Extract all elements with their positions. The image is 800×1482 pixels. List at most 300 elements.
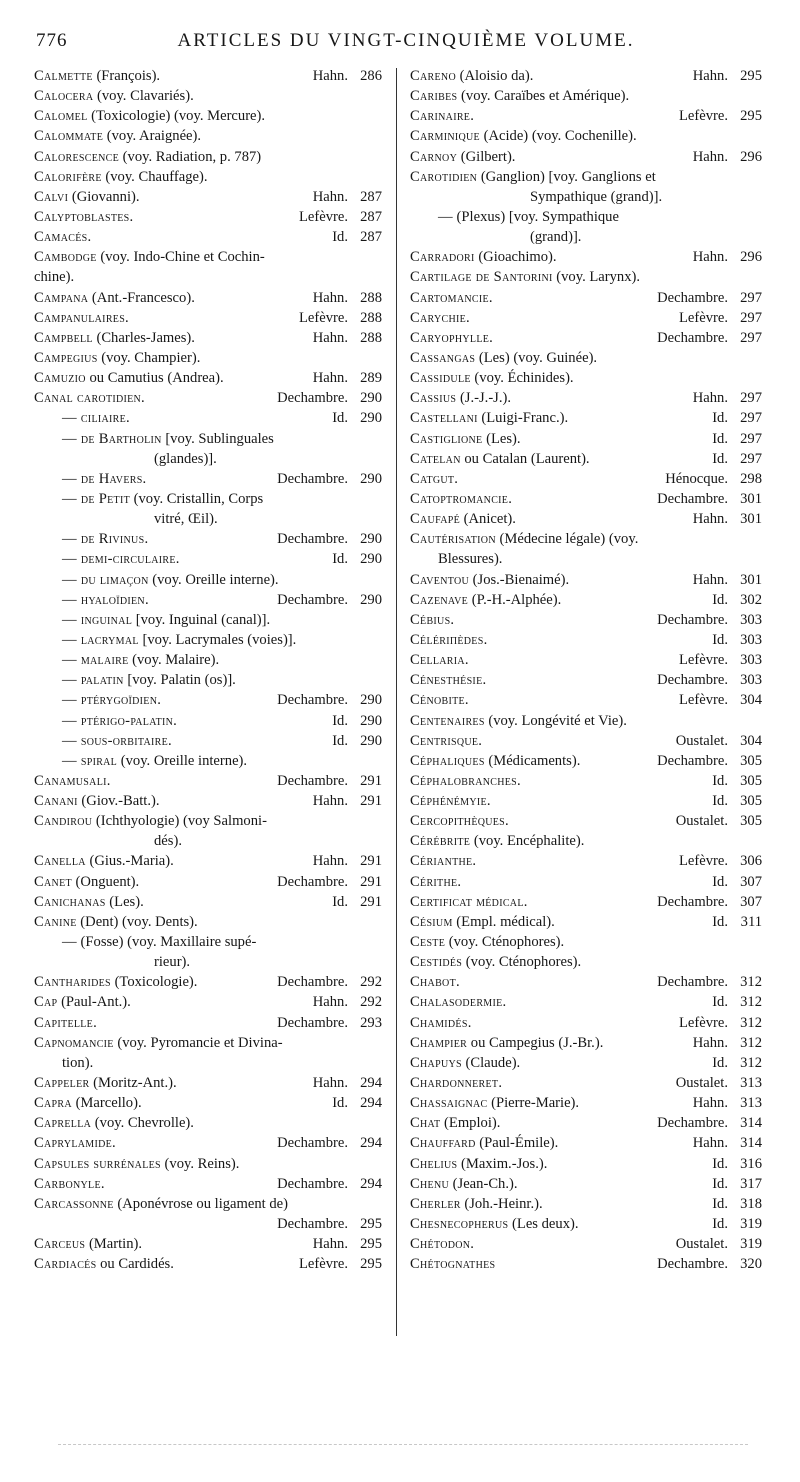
entry-description: (Ganglion) [voy. Ganglions et xyxy=(477,168,656,185)
entry-author: Lefèvre. xyxy=(298,1256,348,1273)
entry-author: Hahn. xyxy=(692,1095,728,1112)
entry-description: (Marcello). xyxy=(71,1095,142,1112)
entry-author: Dechambre. xyxy=(657,289,728,306)
entry-author: Oustalet. xyxy=(675,732,728,749)
entry-headword: — sous-orbitaire. xyxy=(62,732,172,749)
entry-headword: Cellaria. xyxy=(410,652,469,669)
entry-text xyxy=(410,388,687,408)
entry-headword: Camacés. xyxy=(34,229,92,246)
index-entry xyxy=(410,831,762,851)
entry-text xyxy=(410,247,687,267)
entry-headword: Centrisque. xyxy=(410,732,483,749)
index-entry xyxy=(34,1013,382,1033)
entry-headword: Camuzio xyxy=(34,370,86,387)
entry-page-number: 301 xyxy=(740,571,762,588)
entry-headword: Champier xyxy=(410,1034,468,1051)
entry-headword: Canet xyxy=(34,873,72,890)
entry-author: Id. xyxy=(712,1175,728,1192)
entry-text xyxy=(34,368,307,388)
entry-description: (Fosse) (voy. Maxillaire supé- xyxy=(76,934,257,951)
entry-text xyxy=(410,267,762,287)
entry-page-number: 317 xyxy=(740,1175,762,1192)
entry-description: (voy. Cristallin, Corps xyxy=(130,490,264,507)
entry-page-number: 294 xyxy=(360,1175,382,1192)
entry-headword: Carinaire. xyxy=(410,108,475,125)
entry-headword: Céphaliques xyxy=(410,752,485,769)
entry-author: Dechambre. xyxy=(277,974,348,991)
entry-text xyxy=(410,66,687,86)
index-entry xyxy=(34,711,382,731)
entry-headword: — de Havers. xyxy=(62,470,147,487)
entry-text xyxy=(34,106,382,126)
entry-text xyxy=(410,1093,687,1113)
entry-author: Dechambre. xyxy=(657,1115,728,1132)
entry-text xyxy=(410,972,651,992)
entry-description: (Aponévrose ou ligament de) xyxy=(113,1195,288,1212)
entry-description: (voy. Reins). xyxy=(160,1155,240,1172)
index-entry xyxy=(410,670,762,690)
entry-page-number: 294 xyxy=(360,1075,382,1092)
entry-headword: — spiral xyxy=(62,752,118,769)
index-entry xyxy=(34,972,382,992)
index-entry xyxy=(410,509,762,529)
entry-text xyxy=(34,892,326,912)
index-entry xyxy=(34,247,382,267)
entry-author: Id. xyxy=(712,410,728,427)
page-number: 776 xyxy=(36,30,68,51)
entry-text xyxy=(34,469,271,489)
index-entry xyxy=(34,650,382,670)
entry-description: (voy. Cténophores). xyxy=(445,934,565,951)
index-entry xyxy=(34,1174,382,1194)
entry-page-number: 289 xyxy=(360,370,382,387)
entry-text xyxy=(34,207,293,227)
entry-text xyxy=(410,570,687,590)
entry-text xyxy=(410,449,706,469)
entry-headword: Carceus xyxy=(34,1236,86,1253)
entry-text xyxy=(34,147,382,167)
entry-text xyxy=(34,408,326,428)
entry-text xyxy=(34,912,382,932)
entry-text xyxy=(410,711,762,731)
entry-text xyxy=(34,811,382,831)
entry-author: Hahn. xyxy=(312,1075,348,1092)
index-entry xyxy=(410,811,762,831)
entry-text xyxy=(410,831,762,851)
entry-description: (Ant.-Francesco). xyxy=(88,289,195,306)
entry-description: (voy. Échinides). xyxy=(470,370,574,387)
index-entry xyxy=(34,1073,382,1093)
index-entry xyxy=(410,288,762,308)
index-entry xyxy=(410,207,762,227)
entry-description: (Emploi). xyxy=(440,1115,501,1132)
index-entry xyxy=(410,872,762,892)
index-entry xyxy=(410,791,762,811)
entry-page-number: 311 xyxy=(740,913,762,930)
index-entry xyxy=(410,348,762,368)
entry-description: (voy. Oreille interne). xyxy=(117,752,248,769)
index-entry xyxy=(34,328,382,348)
entry-description: (Aloisio da). xyxy=(455,68,534,84)
entry-text xyxy=(410,529,762,549)
entry-text xyxy=(34,549,326,569)
entry-text xyxy=(34,771,271,791)
entry-headword: Calorescence xyxy=(34,148,120,165)
entry-author: Id. xyxy=(712,1155,728,1172)
index-entry xyxy=(34,690,382,710)
index-entry xyxy=(410,1113,762,1133)
entry-headword: Cénesthésie. xyxy=(410,672,487,689)
entry-author: Dechambre. xyxy=(657,329,728,346)
entry-page-number: 312 xyxy=(740,974,762,991)
entry-page-number: 312 xyxy=(740,1014,762,1031)
entry-headword: Calorifère xyxy=(34,168,102,185)
entry-description: (Toxicologie). xyxy=(110,974,198,991)
entry-description: (voy. Larynx). xyxy=(552,269,641,286)
entry-text xyxy=(34,972,271,992)
index-entry xyxy=(410,771,762,791)
entry-author: Lefèvre. xyxy=(678,853,728,870)
entry-author: Oustalet. xyxy=(675,1236,728,1253)
entry-page-number: 297 xyxy=(740,289,762,306)
entry-text xyxy=(34,1234,307,1254)
entry-author: Dechambre. xyxy=(277,470,348,487)
index-entry xyxy=(34,469,382,489)
index-entry xyxy=(410,308,762,328)
entry-page-number: 288 xyxy=(360,289,382,306)
entry-headword: Cautérisation xyxy=(410,531,496,548)
entry-author: Lefèvre. xyxy=(678,108,728,125)
entry-page-number: 297 xyxy=(740,410,762,427)
entry-description: (voy. Encéphalite). xyxy=(470,833,585,850)
entry-description: (Giovanni). xyxy=(68,188,140,205)
entry-headword: Campanulaires. xyxy=(34,309,130,326)
entry-headword: — palatin xyxy=(62,672,124,689)
index-entry xyxy=(410,751,762,771)
entry-author: Id. xyxy=(332,410,348,427)
entry-description: tion). xyxy=(62,1054,94,1071)
entry-page-number: 291 xyxy=(360,793,382,810)
entry-headword: Chat xyxy=(410,1115,441,1132)
entry-headword: Capsules surrénales xyxy=(34,1155,161,1172)
entry-headword: Chauffard xyxy=(410,1135,476,1152)
entry-author: Hénocque. xyxy=(665,470,728,487)
entry-text xyxy=(410,348,762,368)
entry-text xyxy=(410,86,762,106)
entry-text xyxy=(34,670,382,690)
entry-headword: Cherler xyxy=(410,1195,461,1212)
entry-page-number: 301 xyxy=(740,511,762,528)
index-entry xyxy=(34,549,382,569)
entry-page-number: 319 xyxy=(740,1236,762,1253)
entry-text xyxy=(410,288,651,308)
entry-headword: Cercopithèques. xyxy=(410,813,509,830)
entry-author: Hahn. xyxy=(312,289,348,306)
entry-text xyxy=(34,1033,382,1053)
entry-text xyxy=(410,851,673,871)
entry-headword: Caventou xyxy=(410,571,469,588)
index-entry xyxy=(410,267,762,287)
entry-page-number: 318 xyxy=(740,1195,762,1212)
entry-page-number: 295 xyxy=(740,68,762,84)
entry-text xyxy=(410,227,762,247)
entry-page-number: 290 xyxy=(360,410,382,427)
index-entry xyxy=(34,872,382,892)
entry-author: Id. xyxy=(712,873,728,890)
entry-author: Hahn. xyxy=(312,370,348,387)
entry-description: (voy. Cténophores). xyxy=(462,954,582,971)
entry-page-number: 294 xyxy=(360,1095,382,1112)
entry-text xyxy=(34,227,326,247)
footer-rule xyxy=(58,1444,748,1445)
entry-headword: Céphénémyie. xyxy=(410,793,491,810)
entry-description: (Giov.-Batt.). xyxy=(77,793,160,810)
entry-author: Dechambre. xyxy=(657,752,728,769)
entry-page-number: 295 xyxy=(360,1256,382,1273)
entry-description: (Gius.-Maria). xyxy=(85,853,174,870)
index-entry xyxy=(34,86,382,106)
entry-headword: Cénobite. xyxy=(410,692,469,709)
entry-text xyxy=(410,1154,706,1174)
entry-page-number: 297 xyxy=(740,329,762,346)
entry-text xyxy=(34,247,382,267)
entry-text xyxy=(410,549,762,569)
entry-page-number: 290 xyxy=(360,692,382,709)
entry-headword: Centenaires xyxy=(410,712,485,729)
entry-text xyxy=(410,1073,670,1093)
entry-page-number: 301 xyxy=(740,490,762,507)
index-entry xyxy=(34,791,382,811)
entry-description: (Gioachimo). xyxy=(474,249,557,266)
entry-headword: Castiglione xyxy=(410,430,483,447)
entry-description: [voy. Palatin (os)]. xyxy=(123,672,236,689)
entry-author: Hahn. xyxy=(692,68,728,84)
entry-description: (Maxim.-Jos.). xyxy=(457,1155,548,1172)
entry-description: (glandes)]. xyxy=(154,450,217,467)
entry-text xyxy=(410,187,762,207)
entry-headword: Cambodge xyxy=(34,249,97,266)
entry-headword: — de Bartholin xyxy=(62,430,162,447)
entry-text xyxy=(410,1194,706,1214)
entry-page-number: 312 xyxy=(740,994,762,1011)
entry-text xyxy=(34,1194,382,1214)
index-entry xyxy=(410,1214,762,1234)
index-entry xyxy=(34,831,382,851)
entry-description: (Jos.-Bienaimé). xyxy=(469,571,570,588)
entry-headword: Chardonneret. xyxy=(410,1075,503,1092)
entry-page-number: 290 xyxy=(360,732,382,749)
index-entry xyxy=(410,187,762,207)
entry-headword: Campegius xyxy=(34,349,98,366)
entry-headword: Capra xyxy=(34,1095,72,1112)
entry-description: dés). xyxy=(154,833,182,850)
entry-headword: Cartomancie. xyxy=(410,289,493,306)
entry-author: Dechambre. xyxy=(657,893,728,910)
entry-text xyxy=(34,348,382,368)
entry-page-number: 319 xyxy=(740,1216,762,1233)
index-entry xyxy=(34,1093,382,1113)
entry-description: (J.-J.-J.). xyxy=(456,390,512,407)
entry-author: Dechambre. xyxy=(277,390,348,407)
entry-page-number: 297 xyxy=(740,390,762,407)
index-entry xyxy=(34,992,382,1012)
entry-text xyxy=(34,288,307,308)
entry-headword: Ceste xyxy=(410,934,446,951)
entry-text xyxy=(410,147,687,167)
entry-text xyxy=(410,1234,670,1254)
entry-headword: Careno xyxy=(410,68,456,84)
entry-headword: Caprella xyxy=(34,1115,92,1132)
index-entry xyxy=(410,469,762,489)
entry-headword: Célériпèdes. xyxy=(410,631,488,648)
index-entry xyxy=(410,449,762,469)
index-entry xyxy=(34,267,382,287)
entry-headword: Cassius xyxy=(410,390,457,407)
entry-headword: Candirou xyxy=(34,813,93,830)
entry-page-number: 291 xyxy=(360,772,382,789)
entry-text xyxy=(34,851,307,871)
entry-text xyxy=(410,207,762,227)
index-entry xyxy=(34,1234,382,1254)
entry-text xyxy=(410,328,651,348)
entry-author: Id. xyxy=(332,1095,348,1112)
entry-page-number: 313 xyxy=(740,1095,762,1112)
entry-author: Dechambre. xyxy=(657,974,728,991)
index-entry xyxy=(410,529,762,549)
index-entry xyxy=(34,1154,382,1174)
entry-description: Blessures). xyxy=(438,551,503,568)
entry-headword: — demi-circulaire. xyxy=(62,551,180,568)
index-entry xyxy=(410,408,762,428)
entry-author: Hahn. xyxy=(312,793,348,810)
entry-description: (Pierre-Marie). xyxy=(487,1095,580,1112)
entry-headword: Cérithe. xyxy=(410,873,462,890)
entry-page-number: 290 xyxy=(360,712,382,729)
entry-description: (Dent) (voy. Dents). xyxy=(76,913,198,930)
entry-page-number: 287 xyxy=(360,188,382,205)
index-entry xyxy=(34,308,382,328)
index-entry xyxy=(34,449,382,469)
entry-description: (Anicet). xyxy=(460,511,516,528)
entry-headword: Carcassonne xyxy=(34,1195,114,1212)
entry-text xyxy=(34,1154,382,1174)
entry-headword: Catgut. xyxy=(410,470,459,487)
entry-author: Id. xyxy=(712,1216,728,1233)
column-divider xyxy=(396,68,397,1336)
entry-headword: Caryophylle. xyxy=(410,329,494,346)
entry-headword: Campbell xyxy=(34,329,93,346)
index-entry xyxy=(410,570,762,590)
index-entry xyxy=(410,1053,762,1073)
entry-author: Lefèvre. xyxy=(678,309,728,326)
entry-author: Hahn. xyxy=(692,1135,728,1152)
index-entry xyxy=(34,207,382,227)
entry-description: (Luigi-Franc.). xyxy=(477,410,569,427)
entry-headword: Calmette xyxy=(34,68,93,84)
entry-headword: Cérébrite xyxy=(410,833,471,850)
entry-description: (Toxicologie) (voy. Mercure). xyxy=(87,108,266,125)
entry-description: (Médecine légale) (voy. xyxy=(495,531,639,548)
entry-page-number: 292 xyxy=(360,994,382,1011)
entry-page-number: 290 xyxy=(360,470,382,487)
index-entry xyxy=(410,650,762,670)
entry-description: (P.-H.-Alphée). xyxy=(468,591,562,608)
entry-text xyxy=(410,811,670,831)
index-entry xyxy=(34,227,382,247)
entry-page-number: 290 xyxy=(360,390,382,407)
entry-author: Dechambre. xyxy=(277,692,348,709)
entry-page-number: 307 xyxy=(740,873,762,890)
entry-page-number: 305 xyxy=(740,772,762,789)
entry-author: Hahn. xyxy=(692,1034,728,1051)
entry-text xyxy=(410,429,706,449)
index-entry xyxy=(34,408,382,428)
index-entry xyxy=(410,1033,762,1053)
entry-author: Id. xyxy=(332,712,348,729)
index-entry xyxy=(34,368,382,388)
entry-headword: Cestidés xyxy=(410,954,463,971)
entry-page-number: 294 xyxy=(360,1135,382,1152)
entry-page-number: 295 xyxy=(360,1236,382,1253)
entry-headword: Cazenave xyxy=(410,591,469,608)
entry-description: ou Campegius (J.-Br.). xyxy=(467,1034,604,1051)
entry-page-number: 303 xyxy=(740,611,762,628)
index-entry xyxy=(410,892,762,912)
index-entry xyxy=(410,126,762,146)
index-entry xyxy=(410,1073,762,1093)
entry-headword: Calocera xyxy=(34,88,94,105)
entry-headword: Chabot. xyxy=(410,974,460,991)
entry-page-number: 287 xyxy=(360,229,382,246)
entry-description: (Gilbert). xyxy=(457,148,516,165)
entry-author: Hahn. xyxy=(312,853,348,870)
index-entry xyxy=(34,1254,382,1274)
entry-author: Id. xyxy=(712,631,728,648)
entry-author: Hahn. xyxy=(692,571,728,588)
entry-page-number: 307 xyxy=(740,893,762,910)
entry-text xyxy=(410,509,687,529)
index-entry xyxy=(34,751,382,771)
entry-author: Hahn. xyxy=(692,148,728,165)
entry-description: [voy. Inguinal (canal)]. xyxy=(132,611,271,628)
index-entry xyxy=(410,66,762,86)
entry-headword: Canamusali. xyxy=(34,772,111,789)
entry-author: Dechambre. xyxy=(277,772,348,789)
entry-page-number: 297 xyxy=(740,309,762,326)
entry-description: (Les) (voy. Guinée). xyxy=(475,349,598,366)
entry-author: Hahn. xyxy=(692,511,728,528)
entry-page-number: 295 xyxy=(740,108,762,125)
entry-page-number: 314 xyxy=(740,1135,762,1152)
entry-page-number: 297 xyxy=(740,450,762,467)
entry-text xyxy=(34,1113,382,1133)
entry-author: Hahn. xyxy=(312,994,348,1011)
index-entry xyxy=(34,1033,382,1053)
index-entry xyxy=(34,489,382,509)
index-entry xyxy=(410,328,762,348)
entry-headword: Calvi xyxy=(34,188,69,205)
index-entry xyxy=(34,731,382,751)
entry-headword: — hyaloïdien. xyxy=(62,591,149,608)
entry-author: Dechambre. xyxy=(277,591,348,608)
entry-headword: Chesnecopherus xyxy=(410,1216,509,1233)
entry-text xyxy=(410,771,706,791)
entry-text xyxy=(34,308,293,328)
entry-text xyxy=(34,1053,382,1073)
entry-text xyxy=(34,570,382,590)
entry-headword: Caufapé xyxy=(410,511,460,528)
index-entry xyxy=(410,549,762,569)
